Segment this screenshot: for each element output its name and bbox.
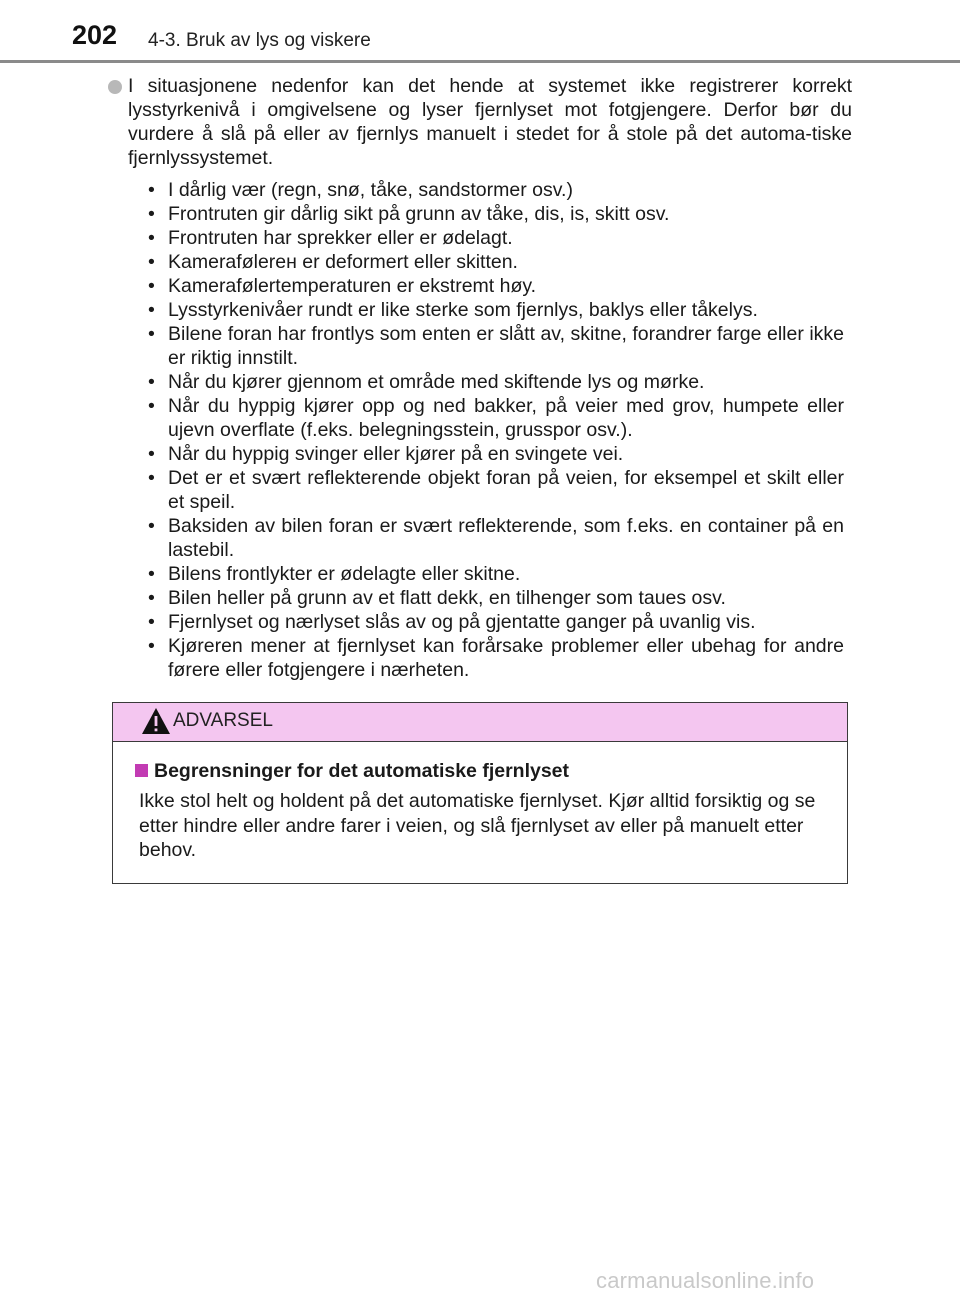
warning-triangle-icon <box>141 707 171 735</box>
list-item: • Det er et svært reflekterende objekt foran på veien, for eksempel et skilt eller et speil. <box>148 466 844 514</box>
list-item: • Fjernlyset og nærlyset slås av og på gjentatte ganger på uvanlig vis. <box>148 610 844 634</box>
warning-header <box>113 703 847 742</box>
page-number: 202 <box>72 20 118 50</box>
list-item: • I dårlig vær (regn, snø, tåke, sandstormer osv.) <box>148 178 844 202</box>
bullet-dot-icon <box>108 80 122 94</box>
warning-box <box>112 702 848 884</box>
list-item: • Kamerafølertemperaturen er ekstremt høy. <box>148 274 844 298</box>
warning-subtitle-text: Begrensninger for det automatiske fjernlyset <box>154 760 570 782</box>
watermark: carmanualsonline.info <box>596 1268 815 1293</box>
list-item: • Bilene foran har frontlys som enten er slått av, skitne, forandrer farge eller ikke er riktig innstilt. <box>148 322 844 370</box>
page-header <box>0 0 960 62</box>
list-item: • Baksiden av bilen foran er svært reflekterende, som f.eks. en container på en lastebil. <box>148 514 844 562</box>
list-item: • Når du hyppig svinger eller kjører på en svingete vei. <box>148 442 844 466</box>
list-item: • Frontruten har sprekker eller er ødelagt. <box>148 226 844 250</box>
warning-text: Ikke stol helt og holdent på det automatiske fjernlyset. Kjør alltid forsiktig og se etter hindre eller andre farer i veien, og slå fjernlyset av eller på manuelt etter behov. <box>139 790 816 861</box>
list-item: • Frontruten gir dårlig sikt på grunn av tåke, dis, is, skitt osv. <box>148 202 844 226</box>
intro-text: I situasjonene nedenfor kan det hende at systemet ikke registrerer korrekt lysstyrkenivå i omgivelsene og lyser fjernlyset mot fotgjengere. Derfor bør du vurdere å slå på eller av fjernlys manuelt i stedet for å stole på det automa-tiske fjernlyssystemet. <box>128 75 852 169</box>
condition-list <box>148 178 844 682</box>
list-item: • Lysstyrkenivåer rundt er like sterke som fjernlys, baklys eller tåkelys. <box>148 298 844 322</box>
list-item: • Når du kjører gjennom et område med skiftende lys og mørke. <box>148 370 844 394</box>
list-item: • Kamerafølerен er deformert eller skitten. <box>148 250 844 274</box>
warning-subtitle <box>135 759 835 783</box>
header-divider <box>0 60 960 63</box>
section-title: 4-3. Bruk av lys og viskere <box>148 30 371 51</box>
list-item: • Når du hyppig kjører opp og ned bakker, på veier med grov, humpete eller ujevn overflate (f.eks. belegningsstein, grusspor osv.). <box>148 394 844 442</box>
list-item: • Bilen heller på grunn av et flatt dekk, en tilhenger som taues osv. <box>148 586 844 610</box>
square-bullet-icon <box>135 764 148 777</box>
list-item: • Bilens frontlykter er ødelagte eller skitne. <box>148 562 844 586</box>
intro-paragraph <box>128 74 852 170</box>
warning-title: ADVARSEL <box>173 710 273 731</box>
list-item: • Kjøreren mener at fjernlyset kan forårsake problemer eller ubehag for andre førere eller fotgjengere i nærheten. <box>148 634 844 682</box>
